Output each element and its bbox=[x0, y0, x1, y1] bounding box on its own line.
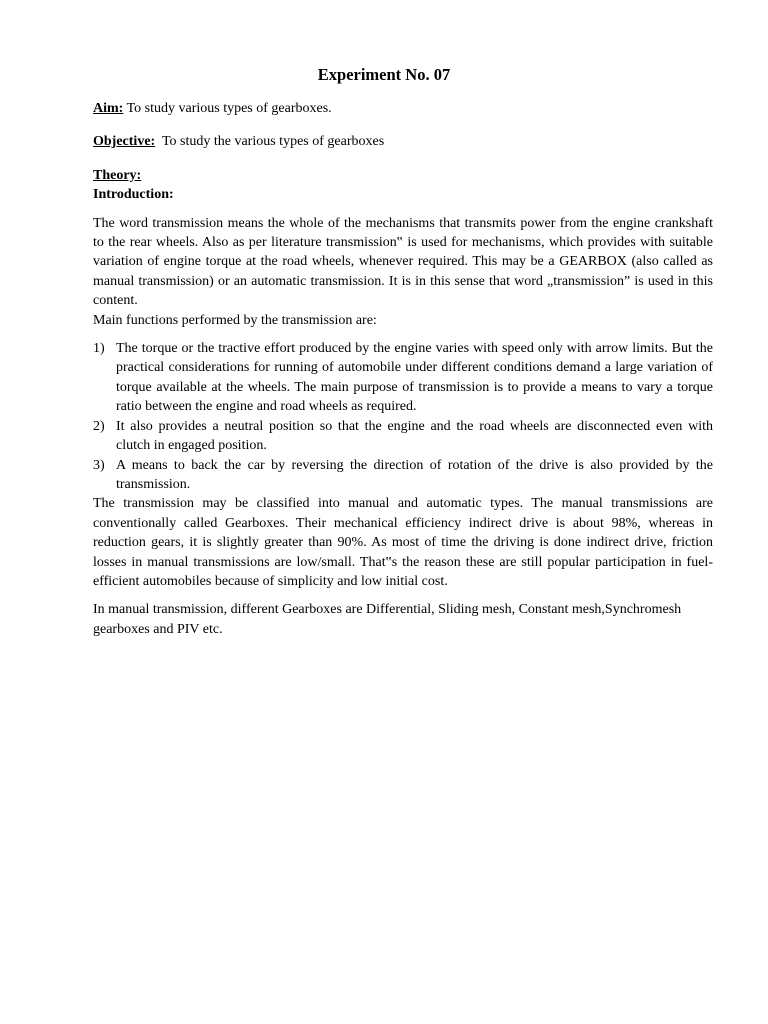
functions-list bbox=[93, 339, 713, 494]
classification-paragraph: The transmission may be classified into manual and automatic types. The manual transmissions are conventionally called Gearboxes. Their mechanical efficiency indirect drive is about 98%, whereas in reduction gears, it is slightly greater than 90%. As most of time the driving is done indirect drive, friction losses in manual transmissions are low/small. That‟s the reason these are still popular participation in fuel-efficient automobiles because of simplicity and low initial cost. bbox=[93, 496, 713, 589]
list-item-number: 2) bbox=[93, 418, 105, 434]
list-item bbox=[93, 456, 713, 495]
functions-lead: Main functions performed by the transmission are: bbox=[93, 312, 377, 328]
objective-label: Objective: bbox=[93, 134, 156, 150]
list-item bbox=[93, 339, 713, 417]
gearbox-types-paragraph: In manual transmission, different Gearboxes are Differential, Sliding mesh, Constant mesh,Synchromesh gearboxes and PIV etc. bbox=[93, 602, 682, 637]
intro-paragraph: The word transmission means the whole of the mechanisms that transmits power from the engine crankshaft to the rear wheels. Also as per literature transmission‟ is used for mechanisms, which provides with suitable variation of engine torque at the road wheels, whenever required. This may be a GEARBOX (also called as manual transmission) or an automatic transmission. It is in this sense that word „transmission” is used in this content. bbox=[93, 215, 713, 309]
objective-text: To study the various types of gearboxes bbox=[155, 134, 385, 150]
objective-line bbox=[93, 132, 713, 151]
list-item-number: 1) bbox=[93, 341, 105, 357]
list-item-text: A means to back the car by reversing the direction of rotation of the drive is also provided by the transmission. bbox=[116, 457, 713, 492]
theory-section bbox=[93, 166, 713, 205]
aim-label: Aim: bbox=[93, 101, 124, 116]
document-body bbox=[93, 99, 713, 639]
theory-heading: Theory: bbox=[93, 167, 142, 183]
introduction-heading: Introduction: bbox=[93, 187, 174, 203]
list-item-number: 3) bbox=[93, 457, 105, 473]
list-item-text: It also provides a neutral position so that the engine and the road wheels are disconnected even with clutch in engaged position. bbox=[116, 418, 713, 454]
list-item bbox=[93, 417, 713, 456]
aim-text: To study various types of gearboxes. bbox=[123, 101, 332, 116]
page-title: Experiment No. 07 bbox=[317, 65, 451, 84]
list-item-text: The torque or the tractive effort produced by the engine varies with speed only with arrow limits. But the practical considerations for running of automobile under different conditions demand a large variation of torque available at the wheels. The main purpose of transmission is to provide a means to vary a torque ratio between the engine and road wheels as required. bbox=[116, 341, 713, 415]
aim-line bbox=[93, 99, 713, 118]
